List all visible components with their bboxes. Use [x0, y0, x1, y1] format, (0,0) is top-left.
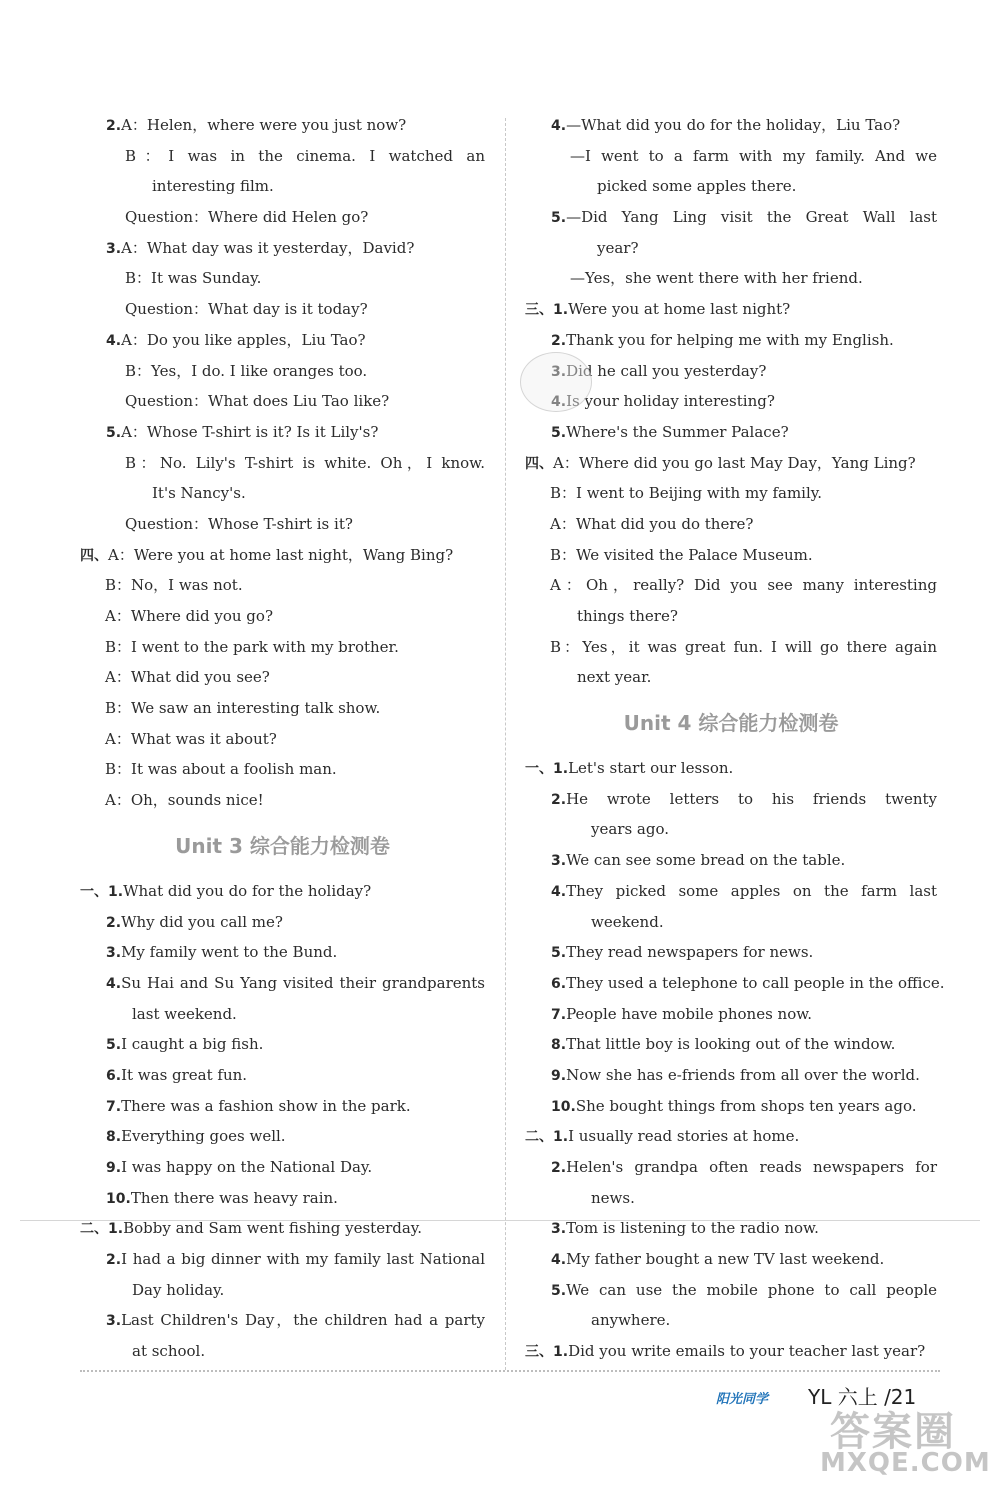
answer-line — [80, 999, 485, 1030]
line-text: A：Oh，sounds nice! — [105, 791, 264, 810]
answer-line — [525, 294, 937, 325]
answer-line — [80, 1275, 485, 1306]
item-number: 5. — [106, 424, 122, 441]
item-number: 4. — [106, 975, 122, 992]
answer-line — [525, 325, 937, 356]
answer-line — [80, 754, 485, 785]
line-text: Did he call you yesterday? — [566, 361, 767, 380]
line-text: Did you write emails to your teacher last year? — [568, 1342, 926, 1361]
page-number: YL 六上 /21 — [808, 1385, 917, 1409]
line-text: It's Nancy's. — [152, 484, 246, 503]
answer-line — [525, 448, 937, 479]
item-number: 4. — [551, 883, 567, 900]
stamp-seal — [520, 352, 592, 412]
answer-line — [525, 1305, 937, 1336]
section-title — [80, 816, 485, 876]
footer-rule — [80, 1370, 940, 1372]
item-number: 7. — [551, 1006, 567, 1023]
item-number: 2. — [106, 914, 122, 931]
answer-line — [80, 1121, 485, 1152]
answer-line — [525, 1213, 937, 1244]
answer-line — [525, 478, 937, 509]
answer-line — [80, 968, 485, 999]
line-text: Then there was heavy rain. — [130, 1188, 338, 1207]
line-text: years ago. — [591, 820, 670, 839]
answer-line — [80, 540, 485, 571]
item-number: 1. — [108, 1221, 124, 1238]
item-number: 1. — [553, 302, 569, 319]
section-marker: 二、 — [525, 1129, 553, 1146]
line-text: A：Helen，where were you just now? — [121, 116, 407, 134]
answer-line — [80, 509, 485, 540]
answer-line — [525, 1152, 937, 1183]
answer-line — [525, 814, 937, 845]
section-marker: 二、 — [80, 1221, 108, 1238]
line-text: Let's start our lesson. — [568, 759, 734, 778]
answer-line — [525, 1091, 937, 1122]
item-number: 4. — [106, 332, 122, 349]
line-text: A：What day was it yesterday，David? — [121, 238, 415, 257]
answer-line — [525, 141, 937, 172]
line-text: Unit 4 综合能力检测卷 — [623, 711, 839, 736]
line-text: Question：Where did Helen go? — [125, 208, 369, 227]
answer-line — [80, 1183, 485, 1214]
line-text: A：What did you do there? — [550, 514, 754, 533]
answer-line — [525, 233, 937, 264]
line-text: They read newspapers for news. — [566, 943, 814, 962]
item-number: 3. — [551, 1221, 567, 1238]
line-text: A：Where did you go last May Day，Yang Ling? — [553, 453, 916, 472]
item-number: 4. — [551, 1252, 567, 1269]
answer-line — [525, 601, 937, 632]
left-column — [80, 110, 485, 1367]
line-text: B：We saw an interesting talk show. — [105, 699, 381, 718]
line-text: A：Were you at home last night，Wang Bing? — [108, 545, 454, 564]
answer-line — [80, 263, 485, 294]
line-text: year? — [597, 238, 639, 257]
item-number: 10. — [106, 1190, 131, 1207]
item-number: 3. — [551, 853, 567, 870]
answer-line — [80, 1060, 485, 1091]
answer-line — [525, 110, 937, 141]
watermark-logo: 答案圈 — [830, 1409, 956, 1455]
section-marker: 一、 — [525, 761, 553, 778]
item-number: 1. — [553, 1344, 569, 1361]
line-text: I usually read stories at home. — [568, 1127, 800, 1146]
line-text: That little boy is looking out of the window. — [566, 1035, 896, 1054]
answer-line — [525, 171, 937, 202]
line-text: news. — [591, 1188, 635, 1207]
line-text: They picked some apples on the farm last — [566, 881, 937, 900]
item-number: 4. — [551, 118, 567, 134]
answer-line — [525, 845, 937, 876]
answer-line — [80, 1336, 485, 1367]
answer-line — [80, 1152, 485, 1183]
answer-line — [80, 325, 485, 356]
answer-line — [80, 570, 485, 601]
line-text: What did you do for the holiday? — [123, 881, 372, 900]
answer-line — [80, 785, 485, 816]
line-text: We can use the mobile phone to call people — [566, 1280, 937, 1299]
line-text: A：What did you see? — [105, 668, 270, 687]
item-number: 9. — [551, 1067, 567, 1084]
line-text: picked some apples there. — [597, 177, 797, 196]
answer-line — [80, 1305, 485, 1336]
answer-line — [525, 202, 937, 233]
answer-line — [80, 417, 485, 448]
answer-line — [525, 784, 937, 815]
item-number: 2. — [551, 791, 567, 808]
line-text: things there? — [577, 607, 678, 625]
answer-line — [525, 907, 937, 938]
answer-line — [525, 417, 937, 448]
answer-line — [525, 509, 937, 540]
line-text: Tom is listening to the radio now. — [566, 1219, 819, 1238]
answer-line — [80, 233, 485, 264]
item-number: 2. — [106, 118, 122, 134]
item-number: 3. — [106, 945, 122, 962]
item-number: 5. — [551, 945, 567, 962]
item-number: 2. — [106, 1252, 122, 1269]
line-text: Last Children's Day，the children had a party — [121, 1311, 485, 1330]
item-number: 4. — [551, 394, 567, 411]
answer-line — [525, 968, 945, 999]
line-text: Why did you call me? — [121, 912, 283, 931]
line-text: Were you at home last night? — [568, 300, 791, 319]
line-text: A：What was it about? — [105, 729, 277, 748]
answer-line — [525, 1336, 937, 1367]
line-text: Everything goes well. — [121, 1127, 286, 1146]
answer-line — [80, 478, 485, 509]
line-text: He wrote letters to his friends twenty — [566, 789, 937, 808]
answer-line — [525, 1275, 937, 1306]
item-number: 1. — [553, 1129, 569, 1146]
answer-line — [525, 876, 937, 907]
answer-line — [80, 356, 485, 387]
answer-line — [525, 1183, 937, 1214]
line-text: B：I went to Beijing with my family. — [550, 484, 823, 503]
line-text: A：Oh，really? Did you see many interesting — [550, 576, 937, 595]
line-text: —I went to a farm with my family. And we — [570, 146, 937, 165]
answer-line — [80, 876, 485, 907]
line-text: anywhere. — [591, 1311, 671, 1330]
answer-line — [525, 662, 937, 693]
answer-line — [525, 1060, 937, 1091]
line-text: A：Whose T-shirt is it? Is it Lily's? — [121, 422, 379, 441]
watermark-url: MXQE.COM — [820, 1448, 991, 1478]
item-number: 2. — [551, 1160, 567, 1176]
answer-line — [525, 753, 937, 784]
answer-line — [80, 1244, 485, 1275]
answer-line — [525, 937, 937, 968]
line-text: Question：What day is it today? — [125, 300, 368, 319]
line-text: B：It was Sunday. — [125, 269, 262, 288]
answer-line — [80, 907, 485, 938]
section-title — [525, 693, 937, 753]
line-text: People have mobile phones now. — [566, 1004, 813, 1023]
answer-line — [80, 724, 485, 755]
item-number: 5. — [551, 1282, 567, 1299]
item-number: 5. — [551, 210, 567, 227]
line-text: interesting film. — [152, 177, 274, 196]
item-number: 7. — [106, 1098, 122, 1115]
line-text: I was happy on the National Day. — [121, 1158, 373, 1176]
brand-logo: 阳光同学 — [716, 1392, 769, 1407]
line-text: Where's the Summer Palace? — [566, 422, 789, 441]
line-text: next year. — [577, 668, 652, 687]
item-number: 8. — [106, 1129, 122, 1146]
item-number: 5. — [551, 424, 567, 441]
column-divider — [505, 118, 506, 1370]
line-text: B：It was about a foolish man. — [105, 760, 337, 779]
answer-line — [80, 141, 485, 172]
answer-line — [80, 1029, 485, 1060]
section-marker: 四、 — [80, 547, 108, 564]
line-text: My family went to the Bund. — [121, 943, 338, 962]
line-text: I had a big dinner with my family last National — [121, 1250, 485, 1269]
answer-line — [525, 999, 937, 1030]
item-number: 5. — [106, 1037, 122, 1054]
line-text: —Yes，she went there with her friend. — [570, 269, 863, 288]
line-text: It was great fun. — [121, 1065, 248, 1084]
line-text: There was a fashion show in the park. — [121, 1096, 411, 1115]
line-text: Is your holiday interesting? — [566, 392, 775, 411]
line-text: B：No. Lily's T-shirt is white. Oh，I know. — [125, 453, 485, 472]
item-number: 8. — [551, 1037, 567, 1054]
answer-line — [80, 601, 485, 632]
answer-line — [80, 448, 485, 479]
line-text: B：No，I was not. — [105, 576, 243, 595]
line-text: She bought things from shops ten years ago. — [575, 1096, 917, 1115]
line-text: Question：Whose T-shirt is it? — [125, 514, 353, 533]
answer-line — [525, 1029, 937, 1060]
line-text: B：I went to the park with my brother. — [105, 637, 399, 656]
answer-line — [80, 937, 485, 968]
right-column — [525, 110, 945, 1367]
line-text: at school. — [132, 1342, 206, 1361]
item-number: 3. — [106, 240, 122, 257]
answer-line — [525, 632, 937, 663]
item-number: 3. — [551, 363, 567, 380]
item-number: 1. — [108, 883, 124, 900]
answer-line — [80, 171, 485, 202]
answer-line — [80, 386, 485, 417]
line-text: B：Yes，I do. I like oranges too. — [125, 361, 368, 380]
line-text: Helen's grandpa often reads newspapers for — [566, 1158, 937, 1176]
answer-line — [80, 662, 485, 693]
item-number: 9. — [106, 1160, 122, 1176]
answer-line — [525, 1121, 937, 1152]
section-marker: 一、 — [80, 883, 108, 900]
line-text: Su Hai and Su Yang visited their grandparents — [121, 973, 485, 992]
section-marker: 四、 — [525, 455, 553, 472]
answer-line — [80, 294, 485, 325]
answer-line — [80, 202, 485, 233]
line-text: They used a telephone to call people in the office. — [566, 973, 945, 992]
line-text: I caught a big fish. — [121, 1035, 264, 1054]
answer-line — [525, 263, 937, 294]
line-text: Unit 3 综合能力检测卷 — [175, 833, 390, 858]
line-text: —What did you do for the holiday，Liu Tao? — [566, 116, 901, 134]
line-text: A：Where did you go? — [105, 607, 273, 625]
line-text: B：Yes，it was great fun. I will go there again — [550, 637, 937, 656]
answer-line — [80, 110, 485, 141]
answer-line — [80, 693, 485, 724]
item-number: 2. — [551, 332, 567, 349]
line-text: Question：What does Liu Tao like? — [125, 392, 390, 411]
line-text: My father bought a new TV last weekend. — [566, 1250, 885, 1269]
answer-line — [80, 1213, 485, 1244]
section-marker: 三、 — [525, 1344, 553, 1361]
item-number: 6. — [551, 975, 567, 992]
answer-line — [525, 570, 937, 601]
line-text: A：Do you like apples，Liu Tao? — [121, 330, 366, 349]
line-text: Thank you for helping me with my English. — [566, 330, 894, 349]
line-text: We can see some bread on the table. — [566, 851, 846, 870]
line-text: last weekend. — [132, 1004, 237, 1023]
line-text: Day holiday. — [132, 1280, 225, 1299]
line-text: Bobby and Sam went fishing yesterday. — [123, 1219, 423, 1238]
item-number: 10. — [551, 1098, 576, 1115]
answer-line — [525, 540, 937, 571]
item-number: 1. — [553, 761, 569, 778]
line-text: Now she has e-friends from all over the world. — [566, 1065, 920, 1084]
answer-line — [525, 1244, 937, 1275]
answer-line — [80, 632, 485, 663]
line-text: B：We visited the Palace Museum. — [550, 545, 813, 564]
line-text: weekend. — [591, 912, 664, 931]
line-text: —Did Yang Ling visit the Great Wall last — [566, 208, 937, 227]
line-text: B：I was in the cinema. I watched an — [125, 146, 485, 165]
item-number: 3. — [106, 1313, 122, 1330]
section-marker: 三、 — [525, 302, 553, 319]
answer-line — [80, 1091, 485, 1122]
item-number: 6. — [106, 1067, 122, 1084]
